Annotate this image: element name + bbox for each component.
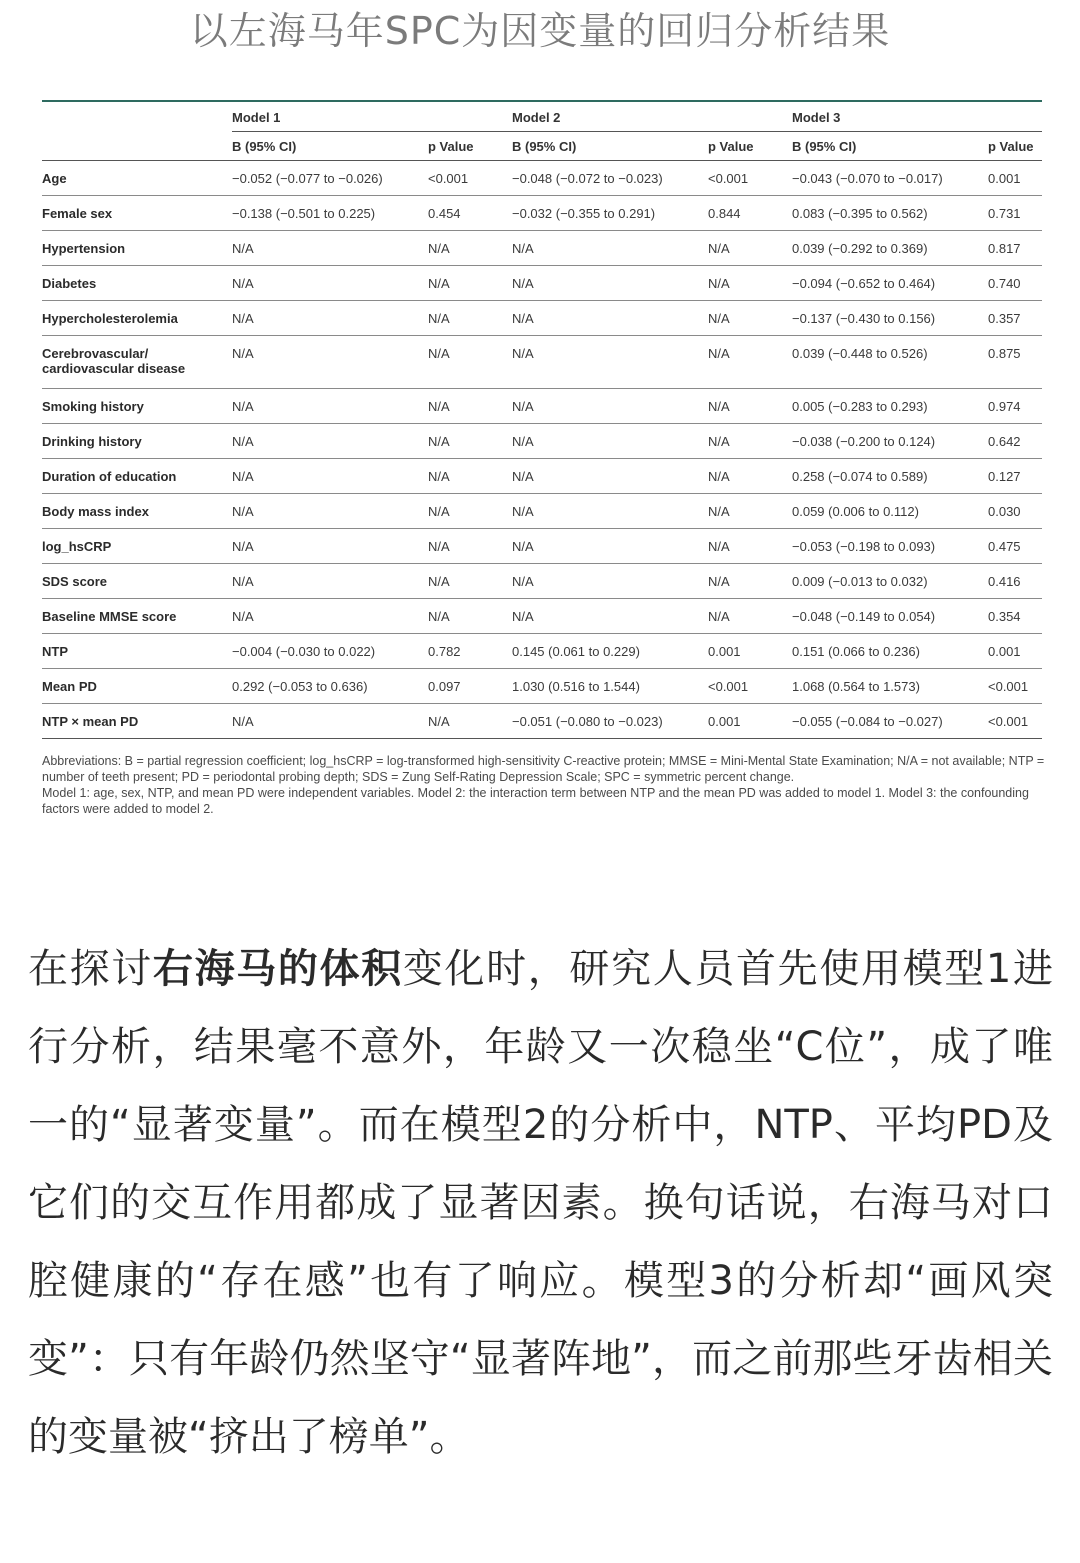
coefficient-cell: −0.053 (−0.198 to 0.093) (792, 529, 988, 564)
p-value-cell: 0.454 (428, 196, 512, 231)
p-value-cell: N/A (428, 704, 512, 739)
table-row (42, 161, 1042, 196)
coefficient-cell: N/A (232, 529, 428, 564)
p-value-cell: <0.001 (708, 161, 792, 196)
paragraph-text-start: 在探讨 (28, 946, 153, 992)
p-value-cell: N/A (708, 266, 792, 301)
coefficient-cell: N/A (512, 564, 708, 599)
coefficient-cell: N/A (232, 494, 428, 529)
table-row (42, 336, 1042, 389)
coefficient-cell: −0.055 (−0.084 to −0.027) (792, 704, 988, 739)
table-row (42, 231, 1042, 266)
coefficient-cell: −0.137 (−0.430 to 0.156) (792, 301, 988, 336)
coefficient-cell: 0.039 (−0.292 to 0.369) (792, 231, 988, 266)
coefficient-cell: 0.083 (−0.395 to 0.562) (792, 196, 988, 231)
p-value-cell: N/A (428, 529, 512, 564)
coefficient-cell: −0.048 (−0.072 to −0.023) (512, 161, 708, 196)
regression-table (42, 100, 1042, 739)
coefficient-cell: N/A (232, 599, 428, 634)
p-value-cell: 0.642 (988, 424, 1042, 459)
coefficient-cell: N/A (232, 704, 428, 739)
coefficient-cell: N/A (232, 424, 428, 459)
p-value-cell: 0.001 (988, 161, 1042, 196)
p-value-cell: <0.001 (428, 161, 512, 196)
p-value-cell: 0.001 (988, 634, 1042, 669)
p-value-cell: N/A (708, 599, 792, 634)
variable-name: Smoking history (42, 389, 232, 424)
variable-name: Age (42, 161, 232, 196)
table-row (42, 599, 1042, 634)
coefficient-cell: 0.151 (0.066 to 0.236) (792, 634, 988, 669)
table-row (42, 389, 1042, 424)
model-3-header: Model 3 (792, 102, 1042, 132)
p-value-cell: 0.740 (988, 266, 1042, 301)
p-value-header: p Value (988, 132, 1042, 161)
coefficient-cell: N/A (512, 231, 708, 266)
coefficient-cell: N/A (512, 599, 708, 634)
coefficient-cell: 0.145 (0.061 to 0.229) (512, 634, 708, 669)
model-2-header: Model 2 (512, 102, 792, 132)
table-row (42, 494, 1042, 529)
p-value-cell: N/A (428, 336, 512, 389)
p-value-cell: 0.844 (708, 196, 792, 231)
coefficient-cell: 0.292 (−0.053 to 0.636) (232, 669, 428, 704)
p-value-cell: 0.782 (428, 634, 512, 669)
p-value-cell: N/A (708, 336, 792, 389)
coefficient-cell: N/A (232, 266, 428, 301)
p-value-cell: N/A (428, 459, 512, 494)
p-value-cell: 0.357 (988, 301, 1042, 336)
coefficient-cell: N/A (232, 459, 428, 494)
variable-name: NTP (42, 634, 232, 669)
coefficient-cell: 1.030 (0.516 to 1.544) (512, 669, 708, 704)
variable-name: Hypertension (42, 231, 232, 266)
coefficient-cell: N/A (512, 494, 708, 529)
coefficient-cell: N/A (512, 389, 708, 424)
coefficient-cell: N/A (232, 231, 428, 266)
coefficient-cell: 0.059 (0.006 to 0.112) (792, 494, 988, 529)
variable-name: log_hsCRP (42, 529, 232, 564)
paragraph-text-rest: 变化时，研究人员首先使用模型1进行分析，结果毫不意外，年龄又一次稳坐“C位”，成了唯一的“显著变量”。而在模型2的分析中，NTP、平均PD及它们的交互作用都成了显著因素。换句话说，右海马对口腔健康的“存在感”也有了响应。模型3的分析却“画风突变”：只有年龄仍然坚守“显著阵地”，而之前那些牙齿相关的变量被“挤出了榜单”。 (28, 946, 1054, 1460)
variable-name: Cerebrovascular/ cardiovascular disease (42, 336, 232, 389)
table-row (42, 196, 1042, 231)
variable-name: Diabetes (42, 266, 232, 301)
coefficient-cell: −0.043 (−0.070 to −0.017) (792, 161, 988, 196)
p-value-cell: 0.817 (988, 231, 1042, 266)
table-row (42, 704, 1042, 739)
variable-name: Mean PD (42, 669, 232, 704)
coefficient-cell: N/A (232, 389, 428, 424)
p-value-cell: N/A (428, 494, 512, 529)
p-value-cell: 0.127 (988, 459, 1042, 494)
coefficient-cell: N/A (512, 424, 708, 459)
coefficient-cell: N/A (512, 529, 708, 564)
header-blank (42, 132, 232, 161)
model-1-header: Model 1 (232, 102, 512, 132)
p-value-cell: N/A (428, 599, 512, 634)
footnote-models: Model 1: age, sex, NTP, and mean PD were independent variables. Model 2: the interaction term between NTP and the mean PD was added to model 1. Model 3: the confounding factors were added to model 2. (42, 786, 1029, 816)
p-value-cell: N/A (708, 389, 792, 424)
article-paragraph (28, 930, 1053, 1476)
p-value-header: p Value (428, 132, 512, 161)
b-ci-header: B (95% CI) (232, 132, 428, 161)
p-value-cell: N/A (708, 564, 792, 599)
table-row (42, 266, 1042, 301)
coefficient-cell: −0.138 (−0.501 to 0.225) (232, 196, 428, 231)
variable-name: Female sex (42, 196, 232, 231)
p-value-cell: <0.001 (988, 669, 1042, 704)
variable-name: SDS score (42, 564, 232, 599)
variable-name: Duration of education (42, 459, 232, 494)
variable-name: NTP × mean PD (42, 704, 232, 739)
p-value-cell: 0.354 (988, 599, 1042, 634)
p-value-cell: N/A (428, 564, 512, 599)
coefficient-cell: N/A (512, 266, 708, 301)
p-value-cell: 0.001 (708, 704, 792, 739)
paragraph-bold: 右海马的体积 (152, 946, 403, 992)
coefficient-cell: −0.038 (−0.200 to 0.124) (792, 424, 988, 459)
p-value-cell: 0.416 (988, 564, 1042, 599)
coefficient-cell: −0.004 (−0.030 to 0.022) (232, 634, 428, 669)
footnote-abbreviations: Abbreviations: B = partial regression coefficient; log_hsCRP = log-transformed high-sensitivity C-reactive protein; MMSE = Mini-Mental State Examination; N/A = not available; NTP = number of teeth present; PD = periodontal probing depth; SDS = Zung Self-Rating Depression Scale; SPC = symmetric percent change. (42, 754, 1045, 784)
coefficient-cell: 0.005 (−0.283 to 0.293) (792, 389, 988, 424)
coefficient-cell: N/A (232, 336, 428, 389)
coefficient-cell: N/A (232, 564, 428, 599)
page-title: 以左海马年SPC为因变量的回归分析结果 (189, 9, 891, 53)
coefficient-cell: N/A (232, 301, 428, 336)
coefficient-cell: 0.039 (−0.448 to 0.526) (792, 336, 988, 389)
coefficient-cell: N/A (512, 336, 708, 389)
table-row (42, 564, 1042, 599)
table-row (42, 529, 1042, 564)
coefficient-cell: −0.052 (−0.077 to −0.026) (232, 161, 428, 196)
p-value-cell: N/A (708, 529, 792, 564)
table-row (42, 424, 1042, 459)
variable-name: Drinking history (42, 424, 232, 459)
coefficient-cell: N/A (512, 301, 708, 336)
p-value-cell: N/A (708, 301, 792, 336)
table-row (42, 669, 1042, 704)
p-value-cell: <0.001 (708, 669, 792, 704)
variable-name: Baseline MMSE score (42, 599, 232, 634)
p-value-cell: N/A (708, 424, 792, 459)
p-value-cell: N/A (428, 389, 512, 424)
table-row (42, 301, 1042, 336)
p-value-cell: <0.001 (988, 704, 1042, 739)
p-value-cell: 0.097 (428, 669, 512, 704)
p-value-cell: 0.030 (988, 494, 1042, 529)
table-row (42, 634, 1042, 669)
header-blank (42, 102, 232, 132)
p-value-cell: 0.875 (988, 336, 1042, 389)
coefficient-cell: 0.258 (−0.074 to 0.589) (792, 459, 988, 494)
p-value-cell: N/A (708, 231, 792, 266)
coefficient-cell: 1.068 (0.564 to 1.573) (792, 669, 988, 704)
coefficient-cell: −0.051 (−0.080 to −0.023) (512, 704, 708, 739)
p-value-cell: N/A (428, 424, 512, 459)
p-value-cell: N/A (708, 494, 792, 529)
b-ci-header: B (95% CI) (792, 132, 988, 161)
coefficient-cell: 0.009 (−0.013 to 0.032) (792, 564, 988, 599)
variable-name: Hypercholesterolemia (42, 301, 232, 336)
table-footnote (42, 753, 1047, 817)
coefficient-cell: −0.094 (−0.652 to 0.464) (792, 266, 988, 301)
p-value-cell: 0.001 (708, 634, 792, 669)
p-value-cell: N/A (428, 266, 512, 301)
coefficient-cell: −0.048 (−0.149 to 0.054) (792, 599, 988, 634)
p-value-cell: 0.974 (988, 389, 1042, 424)
variable-name: Body mass index (42, 494, 232, 529)
table-row (42, 459, 1042, 494)
p-value-cell: N/A (428, 231, 512, 266)
p-value-cell: N/A (428, 301, 512, 336)
b-ci-header: B (95% CI) (512, 132, 708, 161)
p-value-cell: 0.475 (988, 529, 1042, 564)
p-value-header: p Value (708, 132, 792, 161)
p-value-cell: N/A (708, 459, 792, 494)
p-value-cell: 0.731 (988, 196, 1042, 231)
coefficient-cell: N/A (512, 459, 708, 494)
coefficient-cell: −0.032 (−0.355 to 0.291) (512, 196, 708, 231)
